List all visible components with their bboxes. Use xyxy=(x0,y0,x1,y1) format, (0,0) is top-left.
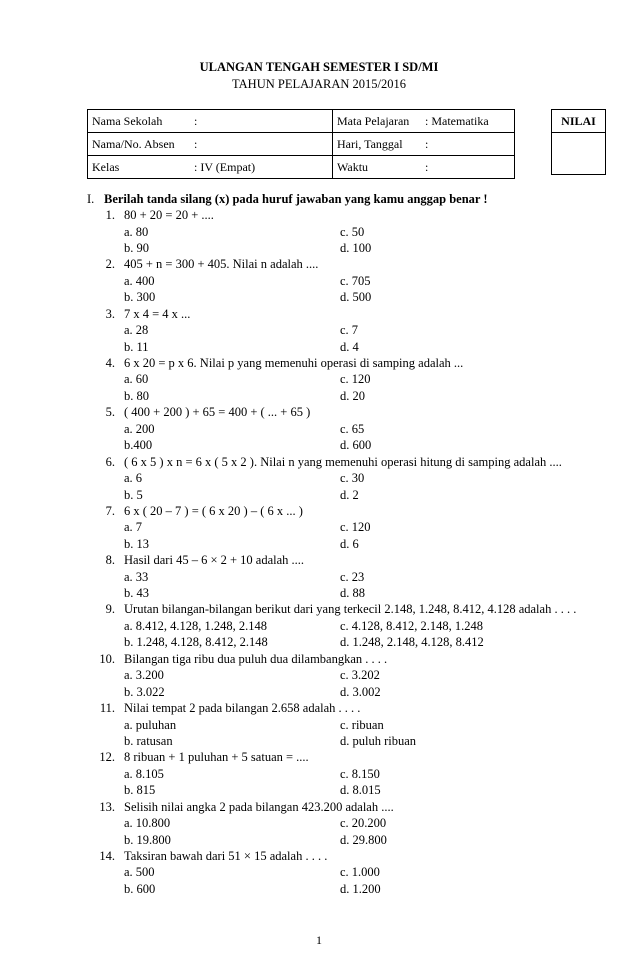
identity-table xyxy=(87,109,515,179)
info-separator: : xyxy=(425,113,429,128)
date-cell xyxy=(333,133,515,156)
option-c: c. 4.128, 8.412, 2.148, 1.248 xyxy=(340,618,484,633)
student-name-cell xyxy=(88,133,333,156)
info-value: IV (Empat) xyxy=(200,159,256,174)
option-b: b. 600 xyxy=(124,881,156,896)
question-number: 13. xyxy=(99,799,115,814)
option-a: a. 33 xyxy=(124,569,149,584)
option-d: d. puluh ribuan xyxy=(340,734,417,748)
instruction-text: Berilah tanda silang (x) pada huruf jawaban yang kamu anggap benar ! xyxy=(104,192,488,206)
info-separator: : xyxy=(425,136,429,151)
question-number: 12. xyxy=(99,750,115,765)
info-label: Waktu xyxy=(337,159,369,174)
question-number: 9. xyxy=(105,602,115,617)
option-d: d. 3.002 xyxy=(340,684,381,699)
option-c: c. 120 xyxy=(340,520,371,535)
info-label: Kelas xyxy=(92,159,120,174)
option-a: a. 3.200 xyxy=(124,668,164,683)
question-number: 3. xyxy=(105,306,115,321)
info-separator: : xyxy=(194,159,198,174)
question-number: 11. xyxy=(99,701,115,715)
info-label: Nama/No. Absen xyxy=(92,136,175,151)
option-b: b. 5 xyxy=(124,487,143,502)
option-d: d. 8.015 xyxy=(340,783,381,798)
option-b: b. 3.022 xyxy=(124,684,165,699)
option-d: d. 20 xyxy=(340,388,365,403)
info-separator: : xyxy=(194,136,198,151)
question-text: 6 x ( 20 – 7 ) = ( 6 x 20 ) – ( 6 x ... ) xyxy=(124,503,303,518)
option-b: b. 90 xyxy=(124,241,149,255)
option-d: d. 500 xyxy=(340,290,372,305)
option-b: b. 1.248, 4.128, 8.412, 2.148 xyxy=(124,635,268,650)
info-row xyxy=(88,156,515,179)
question-text: 80 + 20 = 20 + .... xyxy=(124,208,214,222)
subject-cell xyxy=(333,110,515,133)
option-c: c. 3.202 xyxy=(340,668,380,683)
info-row xyxy=(88,133,515,156)
option-a: a. 8.412, 4.128, 1.248, 2.148 xyxy=(124,618,268,633)
question-text: 6 x 20 = p x 6. Nilai p yang memenuhi operasi di samping adalah ... xyxy=(124,355,464,370)
option-b: b.400 xyxy=(124,438,153,453)
question-text: ( 400 + 200 ) + 65 = 400 + ( ... + 65 ) xyxy=(124,405,311,420)
page-number: 1 xyxy=(316,933,322,947)
option-d: d. 29.800 xyxy=(340,832,387,847)
question-number: 7. xyxy=(105,503,115,518)
option-a: a. 8.105 xyxy=(124,766,164,781)
info-label: Nama Sekolah xyxy=(92,113,163,128)
question-number: 8. xyxy=(105,553,115,568)
info-label: Hari, Tanggal xyxy=(337,136,403,151)
question-number: 14. xyxy=(99,848,115,863)
option-c: c. ribuan xyxy=(340,717,384,732)
option-d: d. 1.200 xyxy=(340,881,381,896)
time-cell xyxy=(333,156,515,179)
option-d: d. 100 xyxy=(340,241,372,255)
question-text: 8 ribuan + 1 puluhan + 5 satuan = .... xyxy=(124,750,309,765)
section-instruction xyxy=(87,192,488,207)
info-separator: : xyxy=(425,159,429,174)
option-b: b. 19.800 xyxy=(124,832,171,847)
info-label: Mata Pelajaran xyxy=(337,113,410,128)
class-cell xyxy=(88,156,333,179)
page-subtitle: TAHUN PELAJARAN 2015/2016 xyxy=(232,77,406,91)
option-c: c. 1.000 xyxy=(340,865,380,880)
question-text: Urutan bilangan-bilangan berikut dari yang terkecil 2.148, 1.248, 8.412, 4.128 adalah . . . . xyxy=(124,602,577,617)
option-a: a. 200 xyxy=(124,421,155,436)
question-number: 10. xyxy=(99,651,115,666)
question-text: 7 x 4 = 4 x ... xyxy=(124,306,191,321)
option-c: c. 705 xyxy=(340,273,371,288)
question-text: 405 + n = 300 + 405. Nilai n adalah .... xyxy=(124,257,319,272)
score-box xyxy=(551,109,606,175)
score-label: NILAI xyxy=(552,110,605,133)
question-text: Selisih nilai angka 2 pada bilangan 423.200 adalah .... xyxy=(124,799,394,814)
option-c: c. 50 xyxy=(340,224,365,239)
question-text: ( 6 x 5 ) x n = 6 x ( 5 x 2 ). Nilai n yang memenuhi operasi hitung di samping adalah .... xyxy=(124,454,562,469)
option-c: c. 8.150 xyxy=(340,766,380,781)
option-d: d. 4 xyxy=(340,339,359,354)
option-b: b. 815 xyxy=(124,783,156,798)
option-a: a. 400 xyxy=(124,273,155,288)
option-d: d. 6 xyxy=(340,536,359,551)
option-b: b. 11 xyxy=(124,339,149,354)
option-d: d. 2 xyxy=(340,487,359,502)
option-c: c. 30 xyxy=(340,471,365,485)
question-text: Nilai tempat 2 pada bilangan 2.658 adalah . . . . xyxy=(124,701,361,715)
question-number: 4. xyxy=(105,355,115,370)
info-value: Matematika xyxy=(431,113,489,128)
question-number: 2. xyxy=(105,257,115,272)
option-b: b. 13 xyxy=(124,536,149,551)
question-number: 6. xyxy=(105,454,115,469)
option-a: a. 80 xyxy=(124,224,149,239)
question-number: 5. xyxy=(105,405,115,420)
question-text: Bilangan tiga ribu dua puluh dua dilambangkan . . . . xyxy=(124,651,388,666)
option-a: a. 10.800 xyxy=(124,816,171,831)
question-text: Hasil dari 45 – 6 × 2 + 10 adalah .... xyxy=(124,553,305,568)
question-number: 1. xyxy=(105,208,115,222)
option-c: c. 120 xyxy=(340,372,371,387)
option-a: a. 500 xyxy=(124,865,155,880)
option-c: c. 7 xyxy=(340,323,359,338)
option-a: a. 28 xyxy=(124,323,149,338)
info-separator: : xyxy=(194,113,198,128)
page-title: ULANGAN TENGAH SEMESTER I SD/MI xyxy=(199,60,439,74)
option-b: b. ratusan xyxy=(124,734,173,748)
option-d: d. 600 xyxy=(340,438,372,453)
option-a: a. 6 xyxy=(124,471,143,485)
option-d: d. 1.248, 2.148, 4.128, 8.412 xyxy=(340,635,484,650)
option-a: a. 7 xyxy=(124,520,143,535)
option-a: a. 60 xyxy=(124,372,149,387)
school-name-cell xyxy=(88,110,333,133)
option-d: d. 88 xyxy=(340,586,365,601)
info-row xyxy=(88,110,515,133)
option-c: c. 23 xyxy=(340,569,365,584)
option-b: b. 43 xyxy=(124,586,149,601)
option-c: c. 20.200 xyxy=(340,816,387,831)
question-text: Taksiran bawah dari 51 × 15 adalah . . . . xyxy=(124,848,328,863)
option-b: b. 80 xyxy=(124,388,149,403)
option-a: a. puluhan xyxy=(124,717,177,732)
option-b: b. 300 xyxy=(124,290,156,305)
option-c: c. 65 xyxy=(340,421,365,436)
section-numeral: I. xyxy=(87,192,95,206)
